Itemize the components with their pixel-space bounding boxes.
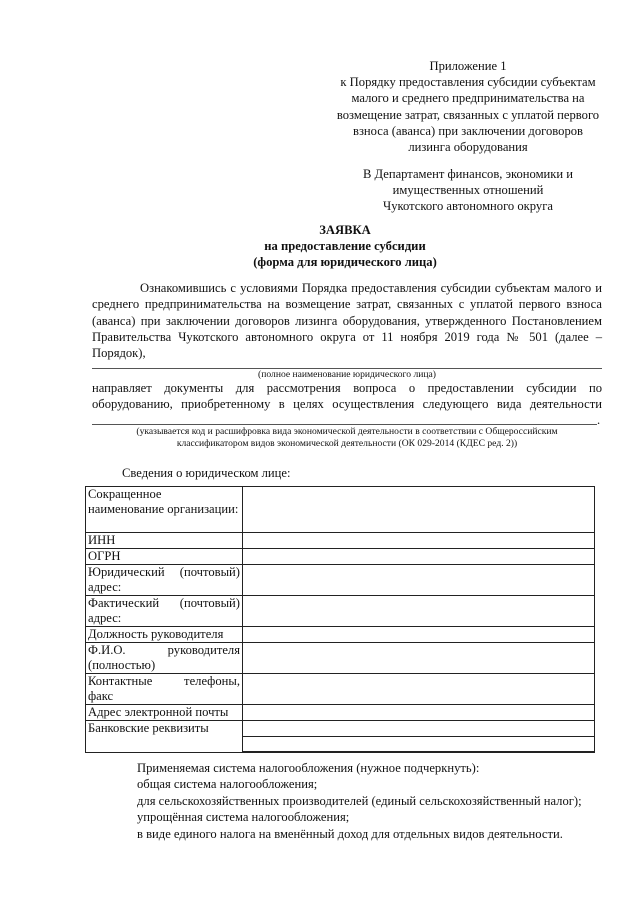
bank-details-line[interactable]: [243, 737, 594, 752]
row-label: [86, 674, 243, 705]
table-row: [86, 596, 595, 627]
row-value[interactable]: [243, 596, 595, 627]
row-value[interactable]: [243, 627, 595, 643]
row-value[interactable]: [243, 721, 595, 753]
recipient-block: [335, 166, 601, 215]
info-heading: Сведения о юридическом лице:: [122, 466, 291, 480]
row-label: Сокращенное наименование организации:: [86, 487, 243, 533]
row-label: [86, 643, 243, 674]
row-label-part: факс: [88, 689, 114, 703]
table-row: [86, 533, 595, 549]
appendix-line: малого и среднего предпринимательства на: [351, 91, 585, 106]
row-label-part: Контактные телефоны,: [88, 674, 240, 688]
row-label: Должность руководителя: [86, 627, 243, 643]
row-label-part: Фактический (почтовый): [88, 596, 240, 610]
activity-hint: [92, 426, 602, 450]
bank-details-line[interactable]: [243, 721, 594, 737]
table-row: [86, 643, 595, 674]
row-value[interactable]: [243, 705, 595, 721]
tax-system-block: [137, 760, 582, 842]
activity-line-period: .: [597, 413, 601, 427]
row-value[interactable]: [243, 643, 595, 674]
table-row: [86, 627, 595, 643]
row-label: ОГРН: [86, 549, 243, 565]
row-label: Банковские реквизиты: [86, 721, 243, 753]
tax-option[interactable]: в виде единого налога на вменённый доход для отдельных видов деятельности.: [137, 826, 563, 841]
title-subtitle: на предоставление субсидии: [264, 239, 426, 254]
table-row: [86, 705, 595, 721]
appendix-line: к Порядку предоставления субсидии субъектам: [340, 75, 596, 90]
row-label-part: Ф.И.О. руководителя: [88, 643, 240, 657]
row-label: [86, 596, 243, 627]
tax-option[interactable]: упрощённая система налогообложения;: [137, 810, 350, 825]
appendix-line: лизинга оборудования: [408, 140, 528, 155]
activity-hint-line: классификатором видов экономической деятельности (ОК 029-2014 (КДЕС ред. 2)): [176, 438, 518, 449]
row-label: Адрес электронной почты: [86, 705, 243, 721]
tax-option[interactable]: общая система налогообложения;: [137, 777, 318, 792]
title-form-type: (форма для юридического лица): [253, 255, 437, 270]
title-main: ЗАЯВКА: [319, 223, 371, 237]
row-value[interactable]: [243, 549, 595, 565]
directs-paragraph: направляет документы для рассмотрения вопроса о предоставлении субсидии по оборудованию, приобретенному в целях осуществления следующего вида деятельности: [92, 381, 602, 412]
organization-info-table: [85, 486, 595, 753]
appendix-line: взноса (аванса) при заключении договоров: [353, 123, 583, 138]
activity-hint-line: (указывается код и расшифровка вида экономической деятельности в соответствии с Общероссийским: [136, 426, 558, 437]
row-label: [86, 565, 243, 596]
org-name-hint: (полное наименование юридического лица): [258, 369, 436, 380]
row-label-part: адрес:: [88, 580, 122, 594]
table-row: [86, 565, 595, 596]
row-label-part: (полностью): [88, 658, 156, 672]
tax-system-heading: Применяемая система налогообложения (нужное подчеркнуть):: [137, 761, 480, 775]
table-row: [86, 674, 595, 705]
row-value[interactable]: [243, 565, 595, 596]
appendix-header: [318, 58, 618, 155]
recipient-line: В Департамент финансов, экономики и: [362, 167, 574, 181]
table-row: [86, 549, 595, 565]
table-row: [86, 487, 595, 533]
appendix-line: возмещение затрат, связанных с уплатой первого: [336, 107, 600, 122]
tax-option[interactable]: для сельскохозяйственных производителей (единый сельскохозяйственный налог);: [137, 793, 582, 808]
activity-line[interactable]: [92, 424, 597, 425]
appendix-line: Приложение 1: [429, 59, 507, 73]
recipient-line: Чукотского автономного округа: [383, 199, 553, 214]
row-value[interactable]: [243, 487, 595, 533]
intro-paragraph: Ознакомившись с условиями Порядка предоставления субсидии субъектам малого и среднего предпринимательства на возмещение затрат, связанных с уплатой первого взноса (аванса) при заключении договоров лизинга оборудования, утвержденного Постановлением Правительства Чукотского автономного округа от 11 ноября 2019 года № 501 (далее – Порядок),: [92, 281, 602, 361]
recipient-line: имущественных отношений: [392, 183, 544, 198]
row-value[interactable]: [243, 533, 595, 549]
row-label: ИНН: [86, 533, 243, 549]
row-label-part: адрес:: [88, 611, 122, 625]
row-value[interactable]: [243, 674, 595, 705]
row-label-part: Юридический (почтовый): [88, 565, 240, 579]
table-row: [86, 721, 595, 753]
document-title: [90, 222, 600, 271]
